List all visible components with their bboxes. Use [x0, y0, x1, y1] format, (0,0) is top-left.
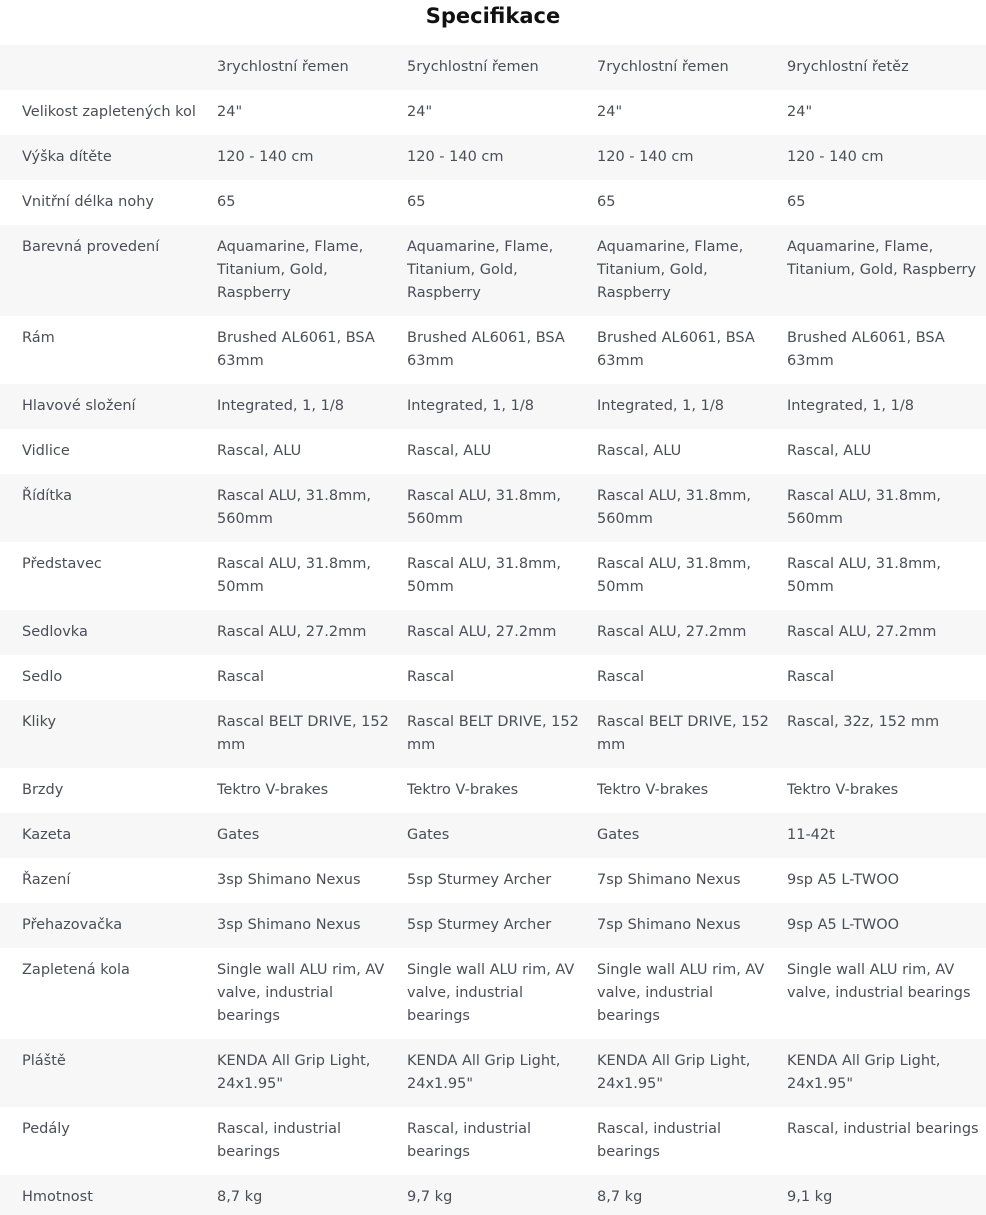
row-label: Řazení [0, 858, 206, 903]
row-label: Hmotnost [0, 1175, 206, 1215]
table-row [0, 700, 986, 768]
row-value: Rascal, ALU [206, 429, 396, 474]
row-label: Hlavové složení [0, 384, 206, 429]
row-value: Rascal [586, 655, 776, 700]
table-row [0, 858, 986, 903]
row-value: Rascal [206, 655, 396, 700]
row-value: 24" [776, 90, 986, 135]
row-value: Rascal [396, 655, 586, 700]
row-label: Sedlovka [0, 610, 206, 655]
row-value: Rascal ALU, 27.2mm [776, 610, 986, 655]
row-value: Rascal ALU, 31.8mm, 50mm [776, 542, 986, 610]
row-value: Rascal, industrial bearings [396, 1107, 586, 1175]
row-label: Brzdy [0, 768, 206, 813]
page-title: Specifikace [425, 4, 561, 28]
table-row [0, 610, 986, 655]
header-cell-7sp-belt: 7rychlostní řemen [586, 45, 776, 90]
row-value: Single wall ALU rim, AV valve, industrial bearings [776, 948, 986, 1039]
row-value: 24" [396, 90, 586, 135]
row-value: Integrated, 1, 1/8 [586, 384, 776, 429]
row-value: Tektro V-brakes [586, 768, 776, 813]
row-value: 9sp A5 L-TWOO [776, 903, 986, 948]
table-row [0, 429, 986, 474]
row-value: Aquamarine, Flame, Titanium, Gold, Raspberry [396, 225, 586, 316]
row-value: Integrated, 1, 1/8 [396, 384, 586, 429]
row-value: Rascal ALU, 27.2mm [396, 610, 586, 655]
table-row [0, 474, 986, 542]
row-value: 120 - 140 cm [776, 135, 986, 180]
row-label: Zapletená kola [0, 948, 206, 1039]
table-row [0, 948, 986, 1039]
row-value: Brushed AL6061, BSA 63mm [586, 316, 776, 384]
row-value: 5sp Sturmey Archer [396, 858, 586, 903]
header-cell-5sp-belt: 5rychlostní řemen [396, 45, 586, 90]
row-value: Rascal [776, 655, 986, 700]
row-value: Single wall ALU rim, AV valve, industrial bearings [206, 948, 396, 1039]
row-label: Barevná provedení [0, 225, 206, 316]
table-row [0, 225, 986, 316]
row-value: Aquamarine, Flame, Titanium, Gold, Raspberry [586, 225, 776, 316]
spec-table [0, 45, 986, 1215]
row-value: KENDA All Grip Light, 24x1.95" [586, 1039, 776, 1107]
row-value: Gates [206, 813, 396, 858]
row-label: Vnitřní délka nohy [0, 180, 206, 225]
row-value: 9,1 kg [776, 1175, 986, 1215]
row-value: 8,7 kg [586, 1175, 776, 1215]
row-value: Rascal ALU, 31.8mm, 50mm [396, 542, 586, 610]
row-value: Rascal ALU, 31.8mm, 560mm [396, 474, 586, 542]
row-value: Rascal ALU, 31.8mm, 50mm [586, 542, 776, 610]
table-row [0, 1107, 986, 1175]
table-row [0, 384, 986, 429]
row-value: Rascal, 32z, 152 mm [776, 700, 986, 768]
row-value: Integrated, 1, 1/8 [206, 384, 396, 429]
row-value: 24" [206, 90, 396, 135]
row-value: 24" [586, 90, 776, 135]
row-value: Rascal ALU, 31.8mm, 560mm [586, 474, 776, 542]
table-row [0, 180, 986, 225]
row-value: Tektro V-brakes [206, 768, 396, 813]
row-value: 65 [206, 180, 396, 225]
row-label: Představec [0, 542, 206, 610]
row-value: Brushed AL6061, BSA 63mm [776, 316, 986, 384]
row-value: Integrated, 1, 1/8 [776, 384, 986, 429]
row-value: 65 [776, 180, 986, 225]
row-value: Rascal ALU, 31.8mm, 560mm [776, 474, 986, 542]
row-value: KENDA All Grip Light, 24x1.95" [776, 1039, 986, 1107]
row-value: 7sp Shimano Nexus [586, 903, 776, 948]
row-value: 120 - 140 cm [586, 135, 776, 180]
table-row [0, 90, 986, 135]
row-value: Rascal ALU, 31.8mm, 560mm [206, 474, 396, 542]
header-cell-3sp-belt: 3rychlostní řemen [206, 45, 396, 90]
row-label: Pláště [0, 1039, 206, 1107]
row-value: 5sp Sturmey Archer [396, 903, 586, 948]
row-label: Kazeta [0, 813, 206, 858]
table-row [0, 135, 986, 180]
row-value: 65 [586, 180, 776, 225]
row-value: KENDA All Grip Light, 24x1.95" [206, 1039, 396, 1107]
row-label: Sedlo [0, 655, 206, 700]
row-label: Pedály [0, 1107, 206, 1175]
row-label: Řídítka [0, 474, 206, 542]
row-value: Brushed AL6061, BSA 63mm [206, 316, 396, 384]
spec-table-body [0, 45, 986, 1215]
table-row [0, 542, 986, 610]
row-value: Rascal ALU, 27.2mm [586, 610, 776, 655]
row-value: Rascal, ALU [586, 429, 776, 474]
table-row [0, 768, 986, 813]
row-value: 120 - 140 cm [206, 135, 396, 180]
row-value: Aquamarine, Flame, Titanium, Gold, Raspberry [206, 225, 396, 316]
table-header-row [0, 45, 986, 90]
row-value: KENDA All Grip Light, 24x1.95" [396, 1039, 586, 1107]
row-value: Tektro V-brakes [776, 768, 986, 813]
row-value: Brushed AL6061, BSA 63mm [396, 316, 586, 384]
row-value: Gates [396, 813, 586, 858]
row-value: Rascal BELT DRIVE, 152 mm [586, 700, 776, 768]
row-value: Gates [586, 813, 776, 858]
header-cell-empty [0, 45, 206, 90]
row-label: Výška dítěte [0, 135, 206, 180]
header-cell-9sp-chain: 9rychlostní řetěz [776, 45, 986, 90]
row-value: 65 [396, 180, 586, 225]
row-value: 9,7 kg [396, 1175, 586, 1215]
row-value: 3sp Shimano Nexus [206, 858, 396, 903]
table-row [0, 903, 986, 948]
row-value: 120 - 140 cm [396, 135, 586, 180]
row-value: 8,7 kg [206, 1175, 396, 1215]
row-label: Rám [0, 316, 206, 384]
row-value: Rascal ALU, 27.2mm [206, 610, 396, 655]
row-value: Rascal ALU, 31.8mm, 50mm [206, 542, 396, 610]
row-value: Rascal, ALU [396, 429, 586, 474]
row-value: Single wall ALU rim, AV valve, industrial bearings [586, 948, 776, 1039]
row-value: Tektro V-brakes [396, 768, 586, 813]
row-value: Rascal, industrial bearings [586, 1107, 776, 1175]
row-value: Single wall ALU rim, AV valve, industrial bearings [396, 948, 586, 1039]
row-label: Přehazovačka [0, 903, 206, 948]
table-row [0, 813, 986, 858]
row-value: Aquamarine, Flame, Titanium, Gold, Raspberry [776, 225, 986, 316]
row-value: 9sp A5 L-TWOO [776, 858, 986, 903]
table-row [0, 1175, 986, 1215]
row-value: Rascal BELT DRIVE, 152 mm [206, 700, 396, 768]
row-value: 3sp Shimano Nexus [206, 903, 396, 948]
table-row [0, 1039, 986, 1107]
row-value: Rascal, industrial bearings [206, 1107, 396, 1175]
row-label: Vidlice [0, 429, 206, 474]
row-value: 11-42t [776, 813, 986, 858]
row-label: Velikost zapletených kol [0, 90, 206, 135]
row-value: Rascal, ALU [776, 429, 986, 474]
row-value: Rascal BELT DRIVE, 152 mm [396, 700, 586, 768]
table-row [0, 655, 986, 700]
row-value: 7sp Shimano Nexus [586, 858, 776, 903]
row-label: Kliky [0, 700, 206, 768]
row-value: Rascal, industrial bearings [776, 1107, 986, 1175]
table-row [0, 316, 986, 384]
